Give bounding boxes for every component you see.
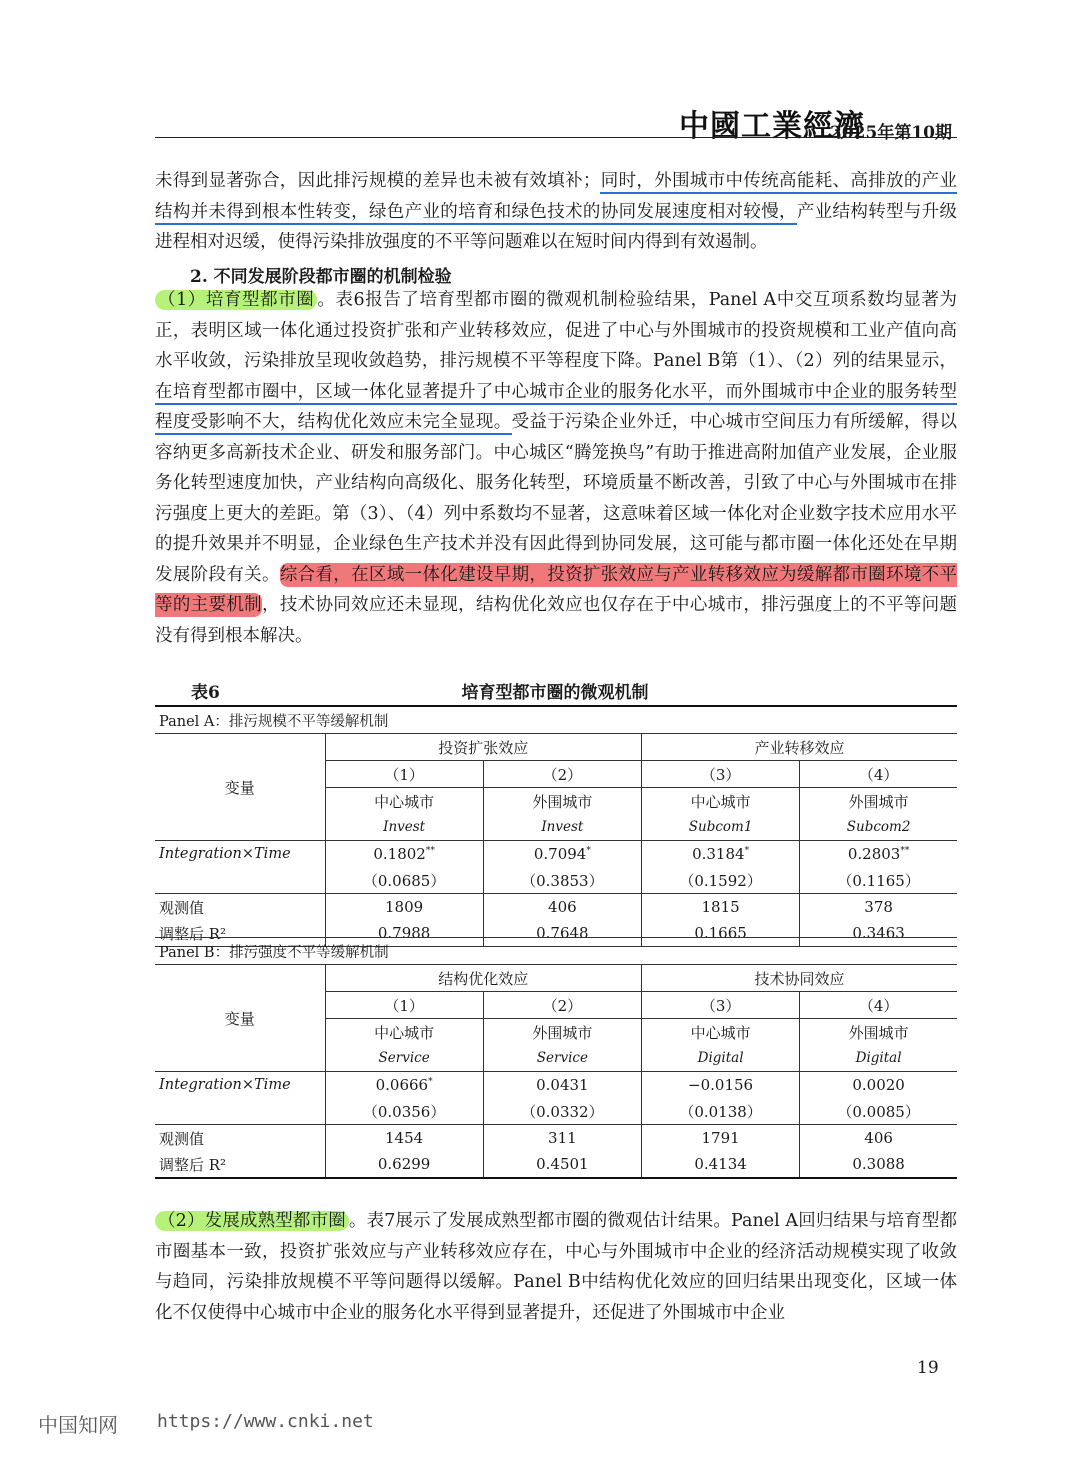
paragraph-1-part-1: 未得到显著弥合，因此排污规模的差异也未被有效填补；: [155, 171, 601, 191]
paragraph-2-underlined: 在培育型都市圈中，区域一体化显著提升了中心城市企业的服务化水平，而外围城市中企业的服务转型程度受影响不大，结构优化效应未完全显现。: [155, 382, 957, 436]
row-label-observations: 观测值: [159, 1129, 205, 1148]
page-number: 19: [917, 1358, 939, 1378]
standard-error: （0.0685）: [325, 867, 483, 894]
panel-a-group-1: 投资扩张效应: [325, 734, 641, 761]
coefficient: 0.7094*: [483, 841, 641, 868]
row-label-observations: 观测值: [159, 898, 205, 917]
row-label-r2: 调整后 R²: [159, 1155, 227, 1174]
dependent-variable: Service: [325, 1045, 483, 1072]
adjusted-r2: 0.7988: [325, 920, 483, 947]
panel-b-group-2: 技术协同效应: [641, 965, 957, 992]
city-label: 外围城市: [800, 788, 957, 815]
coefficient: 0.0666*: [325, 1072, 483, 1099]
paragraph-3-part-1: 。表7展示了发展成熟型都市圈的微观估计结果。Panel A回归结果与培育型都市圈基本一致，投资扩张效应与产业转移效应存在，中心与外围城市中企业的经济活动规模实现了收敛与趋同，污染排放规模不平等问题得以缓解。Panel B中结构优化效应的回归结果出现变化，区域一体化不仅使得中心城市中企业的服务化水平得到显著提升，还促进了外围城市中企业: [155, 1211, 958, 1323]
row-label-r2: 调整后 R²: [159, 924, 227, 943]
col-number: （2）: [483, 761, 641, 788]
adjusted-r2: 0.3463: [800, 920, 957, 947]
city-label: 中心城市: [641, 1019, 799, 1046]
panel-b-title: Panel B：排污强度不平等缓解机制: [159, 944, 389, 961]
observations: 1809: [325, 894, 483, 921]
observations: 406: [483, 894, 641, 921]
col-number: （1）: [325, 761, 483, 788]
standard-error: （0.1165）: [800, 867, 957, 894]
col-number: （4）: [800, 761, 957, 788]
observations: 1791: [641, 1125, 799, 1152]
standard-error: （0.1592）: [641, 867, 799, 894]
coefficient: 0.1802**: [325, 841, 483, 868]
col-number: （3）: [641, 992, 799, 1019]
city-label: 外围城市: [483, 1019, 641, 1046]
adjusted-r2: 0.3088: [800, 1151, 957, 1178]
paragraph-1-part-3: 产业结构转型与升级进程相对迟缓，使得污染排放强度的不平等问题难以在短时间内得到有效遏制。: [155, 201, 958, 252]
standard-error: （0.0138）: [641, 1098, 799, 1125]
adjusted-r2: 0.1665: [641, 920, 799, 947]
dependent-variable: Invest: [325, 814, 483, 841]
paragraph-2-part-1: 。表6报告了培育型都市圈的微观机制检验结果，Panel A中交互项系数均显著为正，表明区域一体化通过投资扩张和产业转移效应，促进了中心与外围城市的投资规模和工业产值向高水平收敛，污染排放呈现收敛趋势，排污规模不平等程度下降。Panel B第（1）、（2）列的结果显示，: [155, 290, 957, 371]
city-label: 中心城市: [641, 788, 799, 815]
table-number: 表6: [191, 683, 220, 703]
paragraph-2-part-5: ，技术协同效应还未显现，结构优化效应也仅存在于中心城市，排污强度上的不平等问题没有得到根本解决。: [155, 595, 958, 646]
header-rule: [155, 137, 957, 138]
label-nurturing-metro: （1）培育型都市圈: [155, 290, 317, 310]
table-panel-a: [155, 705, 957, 947]
row-label-integration: Integration×Time: [159, 1077, 291, 1093]
dependent-variable: Service: [483, 1045, 641, 1072]
paragraph-2: [155, 285, 957, 651]
city-label: 外围城市: [483, 788, 641, 815]
table-panel-b: [155, 937, 957, 1179]
paragraph-2-red-highlight: 综合看，在区域一体化建设早期，投资扩张效应与产业转移效应为缓解都市圈环境不平等的主要机制: [155, 564, 958, 615]
paragraph-3: [155, 1206, 957, 1328]
observations: 406: [800, 1125, 957, 1152]
row-label-integration: Integration×Time: [159, 846, 291, 862]
journal-issue: 2025年第10期: [830, 123, 952, 143]
table-title: 培育型都市圈的微观机制: [461, 683, 649, 703]
coefficient: 0.3184*: [641, 841, 799, 868]
col-number: （4）: [800, 992, 957, 1019]
coefficient: 0.0020: [800, 1072, 957, 1099]
standard-error: （0.0085）: [800, 1098, 957, 1125]
col-number: （1）: [325, 992, 483, 1019]
paragraph-2-part-3: 受益于污染企业外迁，中心城市空间压力有所缓解，得以容纳更多高新技术企业、研发和服务部门。中心城区“腾笼换鸟”有助于推进高附加值产业发展，企业服务化转型速度加快，产业结构向高级化、服务化转型，环境质量不断改善，引致了中心与外围城市在排污强度上更大的差距。第（3）、（4）列中系数均不显著，这意味着区域一体化对企业数字技术应用水平的提升效果并不明显，企业绿色生产技术并没有因此得到协同发展，这可能与都市圈一体化还处在早期发展阶段有关。: [155, 412, 958, 585]
coefficient: 0.2803**: [800, 841, 957, 868]
observations: 1454: [325, 1125, 483, 1152]
adjusted-r2: 0.6299: [325, 1151, 483, 1178]
dependent-variable: Subcom1: [641, 814, 799, 841]
panel-a-title: Panel A：排污规模不平等缓解机制: [159, 713, 389, 730]
section-heading: 2. 不同发展阶段都市圈的机制检验: [190, 267, 452, 287]
observations: 1815: [641, 894, 799, 921]
variable-header: 变量: [155, 965, 325, 1072]
dependent-variable: Digital: [641, 1045, 799, 1072]
adjusted-r2: 0.4134: [641, 1151, 799, 1178]
coefficient: 0.0431: [483, 1072, 641, 1099]
journal-header-title: 中國工業經濟: [679, 109, 865, 144]
standard-error: （0.0332）: [483, 1098, 641, 1125]
city-label: 外围城市: [800, 1019, 957, 1046]
adjusted-r2: 0.4501: [483, 1151, 641, 1178]
city-label: 中心城市: [325, 1019, 483, 1046]
dependent-variable: Digital: [800, 1045, 957, 1072]
panel-a-group-2: 产业转移效应: [641, 734, 957, 761]
col-number: （2）: [483, 992, 641, 1019]
observations: 378: [800, 894, 957, 921]
footer-url-watermark[interactable]: https://www.cnki.net: [157, 1411, 374, 1432]
standard-error: （0.0356）: [325, 1098, 483, 1125]
label-mature-metro: （2）发展成熟型都市圈: [155, 1211, 349, 1231]
dependent-variable: Subcom2: [800, 814, 957, 841]
paragraph-1-underlined: 同时，外围城市中传统高能耗、高排放的产业结构并未得到根本性转变，绿色产业的培育和绿色技术的协同发展速度相对较慢，: [155, 171, 957, 225]
standard-error: （0.3853）: [483, 867, 641, 894]
city-label: 中心城市: [325, 788, 483, 815]
coefficient: −0.0156: [641, 1072, 799, 1099]
paragraph-1: [155, 166, 957, 258]
panel-b-group-1: 结构优化效应: [325, 965, 641, 992]
adjusted-r2: 0.7648: [483, 920, 641, 947]
footer-brand-watermark: 中国知网: [38, 1413, 118, 1437]
col-number: （3）: [641, 761, 799, 788]
observations: 311: [483, 1125, 641, 1152]
dependent-variable: Invest: [483, 814, 641, 841]
variable-header: 变量: [155, 734, 325, 841]
